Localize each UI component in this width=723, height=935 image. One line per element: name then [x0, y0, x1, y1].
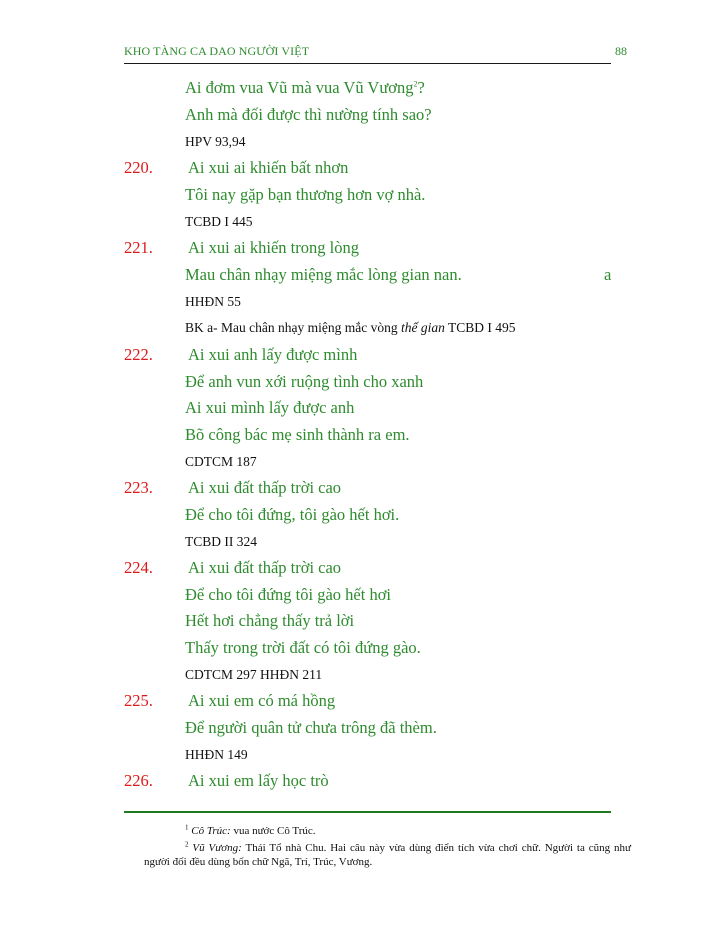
verse-line: Ai đơm vua Vũ mà vua Vũ Vương$^2$? [185, 78, 425, 97]
verse-line: Ai xui em có má hồng [188, 691, 336, 710]
verse-line: Ai xui đất thấp trời cao [188, 558, 342, 577]
verse-line: Để anh vun xới ruộng tình cho xanh [185, 372, 424, 391]
source-citation: CDTCM 297 HHĐN 211 [185, 667, 323, 682]
entry-number: 222. [124, 345, 153, 364]
variant-note: BK a- Mau chân nhạy miệng mắc vòng thế gian TCBD I 495 [185, 320, 516, 335]
verse-line: Để cho tôi đứng, tôi gào hết hơi. [185, 505, 400, 524]
header-divider [124, 63, 611, 64]
verse-line: Để người quân tử chưa trông đã thèm. [185, 718, 437, 737]
entry-number: 224. [124, 558, 153, 577]
verse-line: Để cho tôi đứng tôi gào hết hơi [185, 585, 392, 604]
entry-number: 225. [124, 691, 153, 710]
page-number: 88 [615, 44, 627, 58]
entry-number: 223. [124, 478, 153, 497]
verse-line: Anh mà đối được thì nường tính sao? [185, 105, 432, 124]
verse-line: Mau chân nhạy miệng mắc lòng gian nan. [185, 265, 462, 284]
source-citation: HHĐN 149 [185, 747, 248, 762]
verse-line: Bõ công bác mẹ sinh thành ra em. [185, 425, 410, 444]
verse-line: Hết hơi chẳng thấy trả lời [185, 611, 355, 630]
footnote: $^2$ Vũ Vương: Thái Tổ nhà Chu. Hai câu này vừa dùng điển tích vừa chơi chữ. Người ta cũng như người đối đều dùng bốn chữ Ngã, Trí, Trúc, Vương. [144, 840, 631, 868]
verse-line: Tôi nay gặp bạn thương hơn vợ nhà. [185, 185, 426, 204]
source-citation: HPV 93,94 [185, 134, 246, 149]
entry-number: 220. [124, 158, 153, 177]
variant-marker: a [604, 265, 612, 284]
verse-line: Ai xui em lấy học trò [188, 771, 329, 790]
source-citation: CDTCM 187 [185, 454, 257, 469]
verse-line: Ai xui ai khiến bất nhơn [188, 158, 349, 177]
source-citation: HHĐN 55 [185, 294, 241, 309]
footnote: $^1$ Cô Trúc: vua nước Cô Trúc. [185, 823, 316, 837]
footnote-divider [124, 811, 611, 813]
entry-number: 221. [124, 238, 153, 257]
verse-line: Thấy trong trời đất có tôi đứng gào. [185, 638, 421, 657]
source-citation: TCBD II 324 [185, 534, 257, 549]
verse-line: Ai xui anh lấy được mình [188, 345, 358, 364]
source-citation: TCBD I 445 [185, 214, 253, 229]
verse-line: Ai xui đất thấp trời cao [188, 478, 342, 497]
verse-line: Ai xui mình lấy được anh [185, 398, 355, 417]
entry-number: 226. [124, 771, 153, 790]
running-header-title: KHO TÀNG CA DAO NGƯỜI VIỆT [124, 44, 310, 58]
footnote-ref: 2 [413, 79, 418, 89]
verse-line: Ai xui ai khiến trong lòng [188, 238, 359, 257]
